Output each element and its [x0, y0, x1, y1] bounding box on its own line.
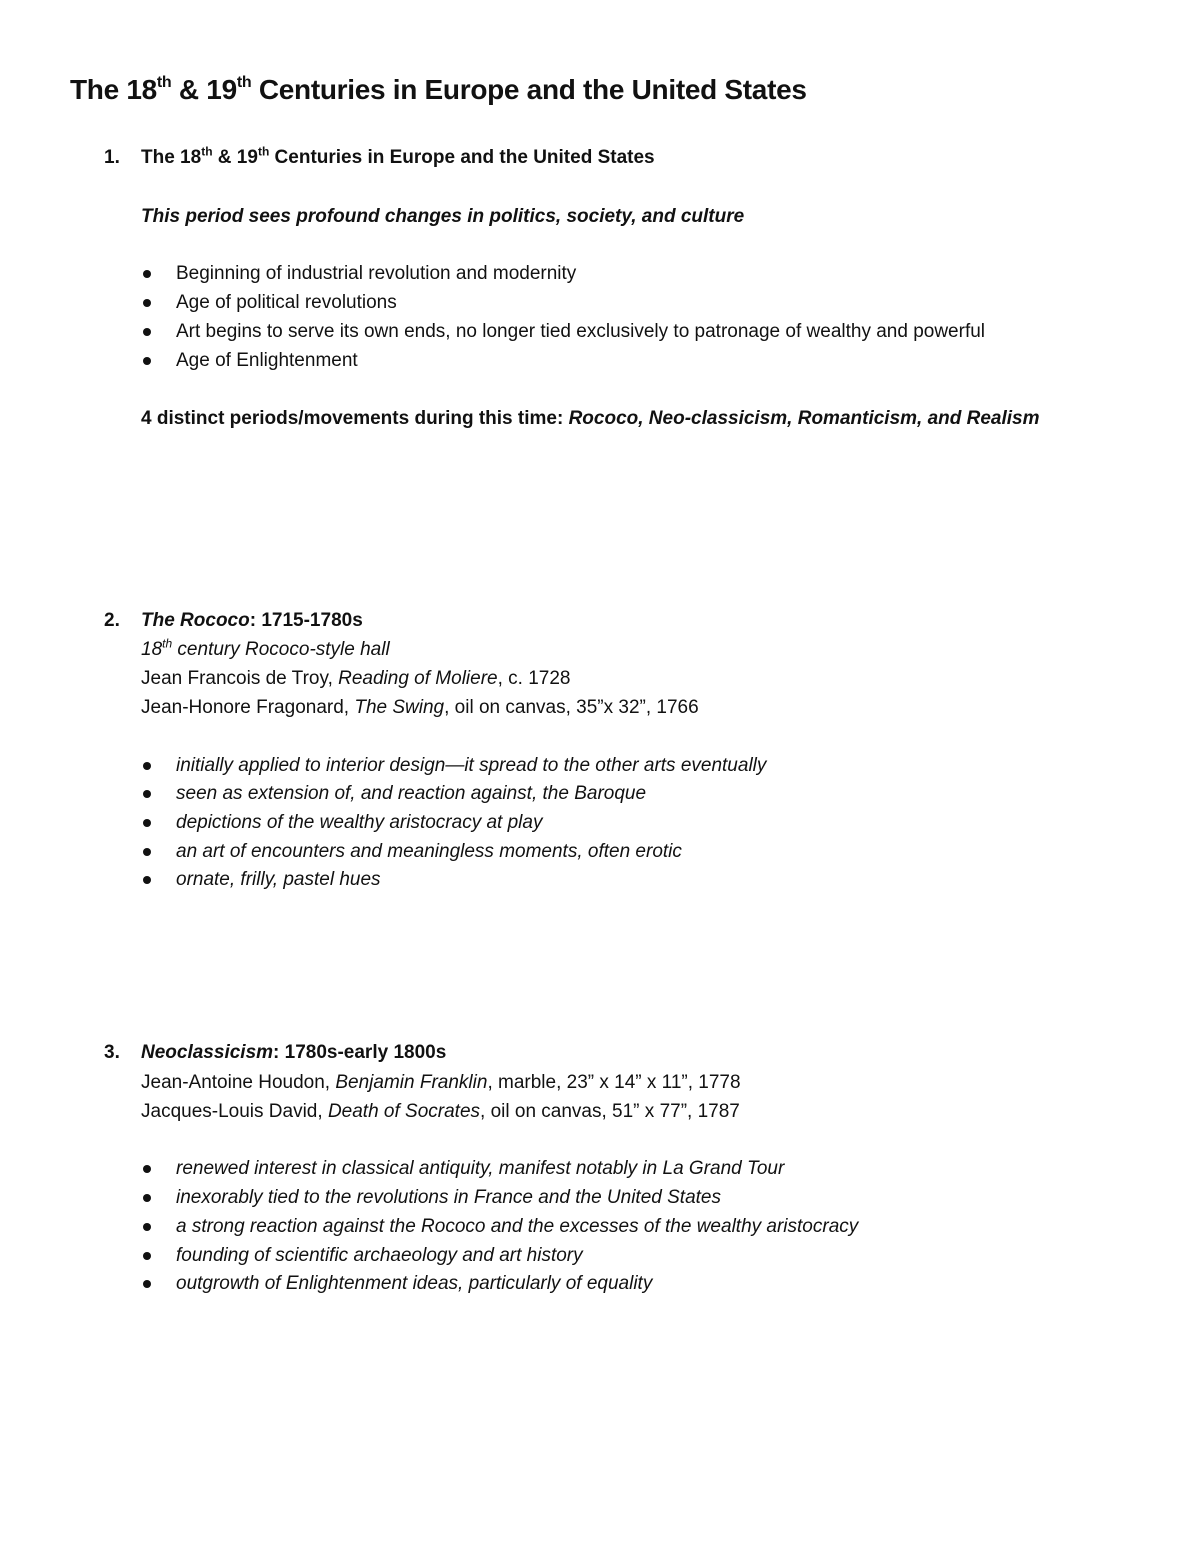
bullet-dot	[143, 328, 151, 336]
section-1-bullet-1: Beginning of industrial revolution and modernity	[176, 263, 577, 284]
bullet-dot	[143, 848, 151, 856]
section-1-bullet-3: Art begins to serve its own ends, no longer tied exclusively to patronage of wealthy and powerful	[176, 321, 986, 342]
bullet-dot	[143, 876, 151, 884]
section-2-heading: The Rococo: 1715-1780s	[141, 610, 363, 631]
section-2-bullet-3: depictions of the wealthy aristocracy at play	[176, 812, 543, 833]
bullet-dot	[143, 1223, 151, 1231]
section-3-work-1: Jean-Antoine Houdon, Benjamin Franklin, marble, 23” x 14” x 11”, 1778	[141, 1072, 741, 1093]
section-3-bullet-2: inexorably tied to the revolutions in France and the United States	[176, 1187, 721, 1208]
bullet-dot	[143, 357, 151, 365]
section-1-number: 1.	[104, 147, 120, 168]
bullet-dot	[143, 790, 151, 798]
section-3-work-2: Jacques-Louis David, Death of Socrates, oil on canvas, 51” x 77”, 1787	[141, 1101, 740, 1122]
section-2-work-3: Jean-Honore Fragonard, The Swing, oil on canvas, 35”x 32”, 1766	[141, 697, 699, 718]
section-3-bullet-4: founding of scientific archaeology and art history	[176, 1245, 583, 1266]
section-1-heading: The 18th & 19th Centuries in Europe and the United States	[141, 144, 655, 168]
bullet-dot	[143, 299, 151, 307]
section-2-bullet-2: seen as extension of, and reaction against, the Baroque	[176, 783, 647, 804]
bullet-dot	[143, 819, 151, 827]
section-2-work-1: 18th century Rococo-style hall	[141, 636, 390, 660]
bullet-dot	[143, 270, 151, 278]
section-3-bullet-1: renewed interest in classical antiquity, manifest notably in La Grand Tour	[176, 1158, 785, 1179]
section-2-work-2: Jean Francois de Troy, Reading of Moliere, c. 1728	[141, 668, 571, 689]
section-3-bullet-3: a strong reaction against the Rococo and the excesses of the wealthy aristocracy	[176, 1216, 859, 1237]
bullet-dot	[143, 1194, 151, 1202]
section-2-number: 2.	[104, 610, 120, 631]
section-3-bullet-5: outgrowth of Enlightenment ideas, particularly of equality	[176, 1273, 653, 1294]
section-2-bullet-5: ornate, frilly, pastel hues	[176, 869, 381, 890]
page-title: The 18th & 19th Centuries in Europe and the United States	[70, 73, 807, 105]
section-2-bullet-4: an art of encounters and meaningless moments, often erotic	[176, 841, 682, 862]
section-1-intro: This period sees profound changes in politics, society, and culture	[141, 206, 745, 227]
section-1-periods: 4 distinct periods/movements during this time: Rococo, Neo-classicism, Romanticism, and Realism	[141, 408, 1040, 429]
section-1-bullet-4: Age of Enlightenment	[176, 350, 358, 371]
section-1-bullet-2: Age of political revolutions	[176, 292, 397, 313]
bullet-dot	[143, 1252, 151, 1260]
section-3-number: 3.	[104, 1042, 120, 1063]
section-2-bullet-1: initially applied to interior design—it spread to the other arts eventually	[176, 755, 767, 776]
bullet-dot	[143, 762, 151, 770]
bullet-dot	[143, 1165, 151, 1173]
bullet-dot	[143, 1280, 151, 1288]
section-3-heading: Neoclassicism: 1780s-early 1800s	[141, 1042, 447, 1063]
